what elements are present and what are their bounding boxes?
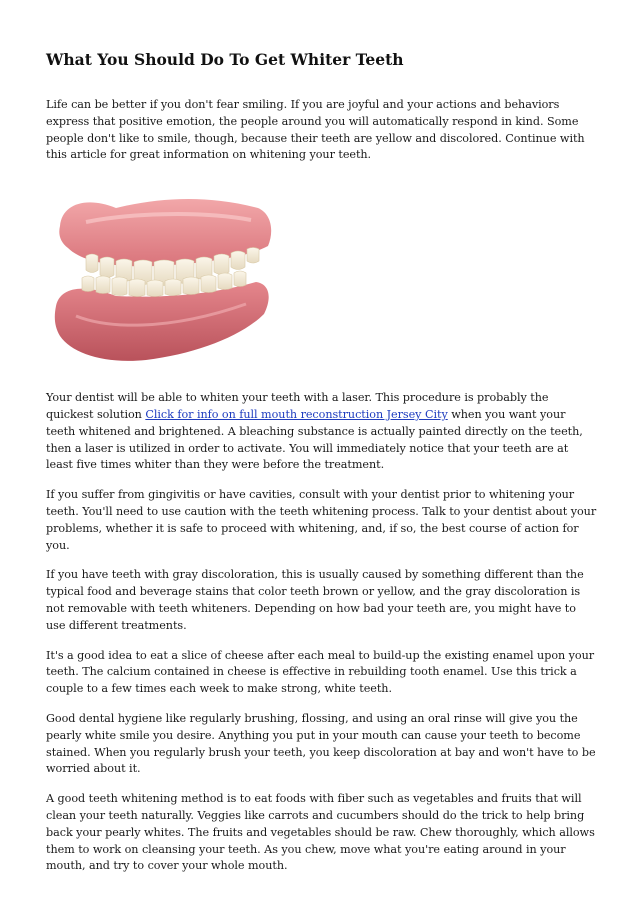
- reconstruction-link[interactable]: Click for info on full mouth reconstruction Jersey City: [145, 407, 448, 421]
- laser-text-before: Your dentist will be able to whiten your teeth with a laser. This procedure is probably the quickest solution: [46, 391, 549, 421]
- intro-paragraph: Life can be better if you don't fear smiling. If you are joyful and your actions and behaviors express that positive emotion, the people around you will automatically respond in kind. Some people don't like to smile, though, because their teeth are yellow and discolored. Continue with this article for great information on whitening your teeth.: [46, 98, 585, 162]
- page-title: What You Should Do To Get Whiter Teeth: [46, 50, 404, 69]
- dentures-illustration: [46, 186, 276, 376]
- laser-text-after: when you want your teeth whitened and brightened. A bleaching substance is actually painted directly on the teeth, then a laser is utilized in order to activate. You will immediately notice that your teeth are at least five times whiter than they were before the treatment.: [46, 407, 583, 472]
- fiber-paragraph: A good teeth whitening method is to eat foods with fiber such as vegetables and fruits that will clean your teeth naturally. Veggies like carrots and cucumbers should do the trick to help bring back your pearly whites. The fruits and vegetables should be raw. Chew thoroughly, which allows them to work on cleansing your teeth. As you chew, move what you're eating around in your mouth, and try to cover your whole mouth.: [46, 792, 595, 873]
- dentures-image: [46, 186, 276, 376]
- laser-paragraph: [46, 390, 598, 474]
- document-page: [46, 50, 598, 875]
- cheese-paragraph: It's a good idea to eat a slice of cheese after each meal to build-up the existing enamel upon your teeth. The calcium contained in cheese is effective in rebuilding tooth enamel. Use this trick a couple to a few times each week to make strong, white teeth.: [46, 648, 595, 696]
- hygiene-paragraph: Good dental hygiene like regularly brushing, flossing, and using an oral rinse will give you the pearly white smile you desire. Anything you put in your mouth can cause your teeth to become stained. When you regularly brush your teeth, you keep discoloration at bay and won't have to be worried about it.: [46, 711, 596, 776]
- gingivitis-paragraph: If you suffer from gingivitis or have cavities, consult with your dentist prior to whitening your teeth. You'll need to use caution with the teeth whitening process. Talk to your dentist about your problems, whether it is safe to proceed with whitening, and, if so, the best course of action for you.: [46, 488, 597, 552]
- gray-discoloration-paragraph: If you have teeth with gray discoloration, this is usually caused by something different than the typical food and beverage stains that color teeth brown or yellow, and the gray discoloration is not removable with teeth whiteners. Depending on how bad your teeth are, you might have to use different treatments.: [46, 568, 584, 632]
